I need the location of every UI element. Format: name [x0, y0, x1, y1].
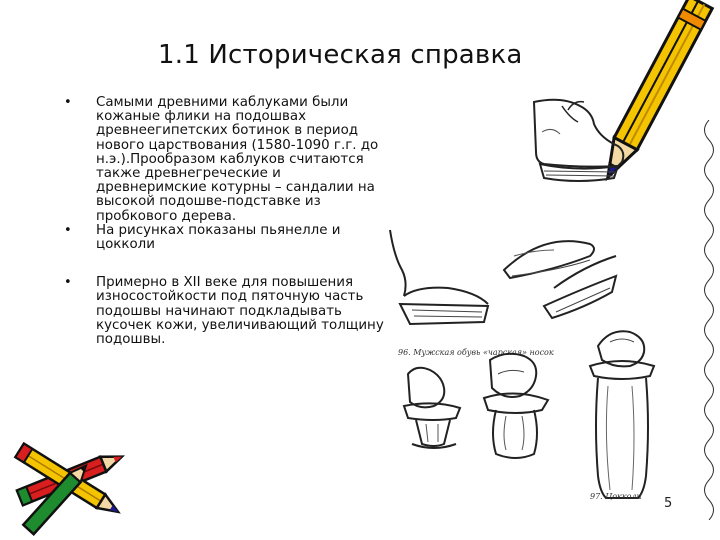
bullet-text: Самыми древними каблуками были кожаные флики на подошвах древнеегипетских ботинок в период нового царствования (1580-1090 г.г. до н.э.).Прообразом каблуков считаются также древнегреческие и древнеримские котурны – сандалии на высокой подошве-подставке из пробкового дерева.: [96, 95, 379, 224]
decorative-border: [700, 120, 718, 520]
bullet-text: На рисунках показаны пьянелле и цокколи: [96, 222, 341, 253]
bullet-item: [62, 276, 392, 347]
figure-caption: 97. Цокколи: [590, 492, 642, 501]
slide-title: 1.1 Историческая справка: [158, 40, 523, 70]
bullet-item: [62, 224, 392, 252]
crossed-pencils-icon: [0, 426, 140, 540]
bullet-list: [62, 96, 392, 347]
bullet-marker: •: [64, 222, 72, 238]
shoe-sketch-boot: [522, 92, 632, 192]
shoe-sketch-chopine-medium: [476, 350, 556, 470]
shoe-sketch-chopine-small: [394, 360, 474, 460]
bullet-text: Примерно в XII веке для повышения износостойкости под пяточную часть подошвы начинают подкладывать кусочек кожи, увеличивающий толщину подошвы.: [96, 275, 384, 348]
bullet-item: [62, 96, 392, 224]
shoe-sketch-chopine-tall: [580, 326, 664, 506]
bullet-marker: •: [64, 95, 72, 110]
figure-caption: 96. Мужская обувь «чарская» носок: [398, 348, 554, 357]
shoe-sketch-pianelle: [384, 226, 624, 336]
bullet-marker: •: [64, 275, 72, 291]
page-number: 5: [664, 496, 673, 511]
